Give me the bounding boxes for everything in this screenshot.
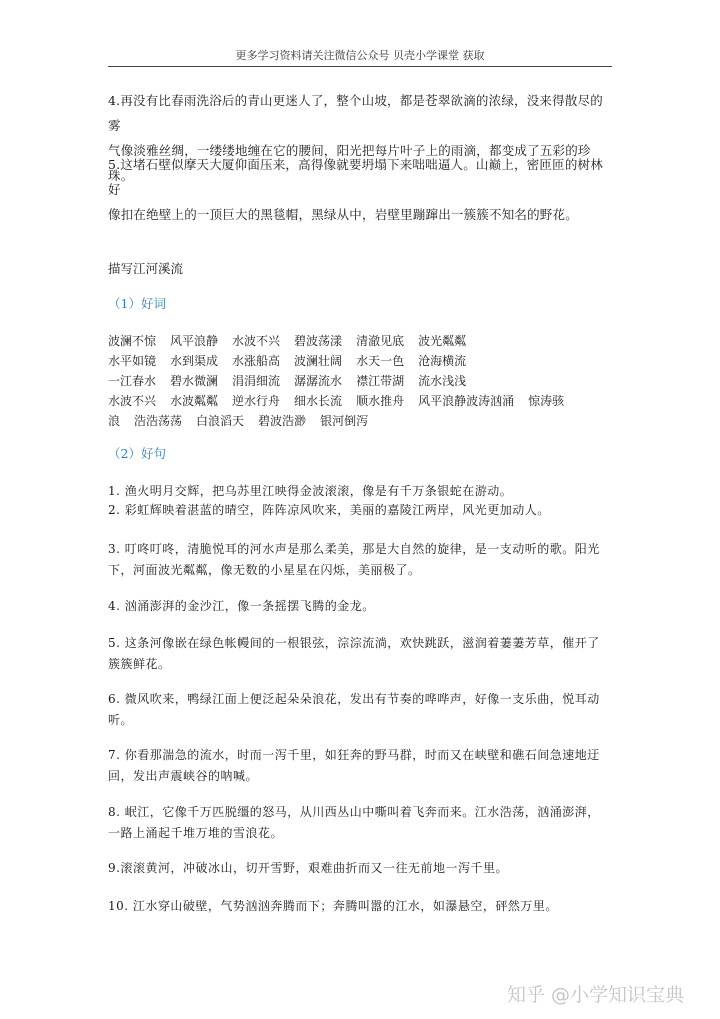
word: 一江春水 (108, 374, 157, 388)
word: 风平浪静波涛汹涌 (418, 394, 515, 408)
word: 波光粼粼 (418, 334, 467, 348)
sentence-item (108, 858, 616, 879)
word: 潺潺流水 (294, 374, 343, 388)
word: 碧波浩渺 (258, 414, 307, 428)
words-heading: （1）好词 (108, 296, 166, 311)
word: 流水浅浅 (418, 374, 467, 388)
word-row (108, 351, 618, 371)
sentence-line: 听。 (108, 713, 134, 727)
word: 水到渠成 (170, 354, 219, 368)
word-row (108, 411, 618, 431)
word: 碧水微澜 (170, 374, 219, 388)
sentence-line: 9.滚滚黄河，冲破冰山，切开雪野，艰难曲折而又一往无前地一泻千里。 (108, 861, 508, 875)
word: 水波不兴 (232, 334, 281, 348)
sentence-line: 回，发出声震峡谷的呐喊。 (108, 769, 259, 783)
word: 波澜不惊 (108, 334, 157, 348)
sentence-item (108, 596, 616, 617)
sentence-line: 10. 江水穿山破壁，气势汹汹奔腾而下；奔腾叫嚣的江水，如瀑悬空，砰然万里。 (108, 899, 558, 913)
word: 沧海横流 (418, 354, 467, 368)
sentence-line: 1. 渔火明月交辉，把乌苏里江映得金波滚滚，像是有千万条银蛇在游动。 (108, 484, 513, 498)
word: 惊涛骇 (528, 394, 565, 408)
word: 涓涓细流 (232, 374, 281, 388)
sentence-line: 8. 岷江，它像千万匹脱缰的怒马，从川西丛山中嘶叫着飞奔而来。江水浩荡，汹涌澎湃， (108, 805, 600, 819)
sentence-item (108, 481, 616, 502)
word: 浪 (108, 414, 121, 428)
sentence-item (108, 689, 616, 731)
word: 顺水推舟 (356, 394, 405, 408)
sentence-line: 一路上涌起千堆万堆的雪浪花。 (108, 826, 284, 840)
paragraph-line: 4.再没有比春雨洗浴后的青山更迷人了，整个山坡，都是苍翠欲滴的浓绿，没来得散尽的雾 (108, 93, 603, 133)
paragraph-5 (108, 152, 614, 227)
paragraph-line: 气像淡雅丝绸，一缕缕地缠在它的腰间，阳光把每片叶子上的雨滴，都变成了五彩的珍珠。 (108, 143, 591, 183)
word: 细水长流 (294, 394, 343, 408)
sentence-item (108, 802, 616, 844)
zhihu-watermark: 知乎 @小学知识宝典 (507, 984, 685, 1006)
paragraph-line: 5.这堵石壁似摩天大厦仰面压来，高得像就要坍塌下来咄咄逼人。山巅上，密匝匝的树林好 (108, 157, 603, 197)
word: 碧波荡漾 (294, 334, 343, 348)
word: 清澈见底 (356, 334, 405, 348)
section-title: 描写江河溪流 (108, 261, 184, 276)
word: 白浪滔天 (196, 414, 245, 428)
sentence-line: 4. 汹涌澎湃的金沙江，像一条摇摆飞腾的金龙。 (108, 599, 375, 613)
word: 银河倒泻 (320, 414, 369, 428)
word: 波澜壮阔 (294, 354, 343, 368)
header-text: 更多学习资料请关注微信公众号 贝壳小学课堂 获取 (235, 49, 485, 62)
sentence-line: 下，河面波光粼粼，像无数的小星星在闪烁，美丽极了。 (108, 563, 421, 577)
word: 襟江带湖 (356, 374, 405, 388)
word: 风平浪静 (170, 334, 219, 348)
sentence-line: 7. 你看那湍急的流水，时而一泻千里，如狂奔的野马群，时而又在峡壁和礁石间急速地迂 (108, 748, 600, 762)
sentence-line: 5. 这条河像嵌在绿色帐幔间的一根银弦，淙淙流淌，欢快跳跃，滋润着萋萋芳草，催开了 (108, 636, 600, 650)
word: 水波粼粼 (170, 394, 219, 408)
sentence-item (108, 539, 616, 581)
word-row (108, 331, 618, 351)
sentence-item (108, 633, 616, 675)
word-row (108, 391, 618, 411)
sentence-line: 簇簇鲜花。 (108, 657, 171, 671)
sentence-line: 6. 微风吹来，鸭绿江面上便泛起朵朵浪花，发出有节奏的哗哗声，好像一支乐曲，悦耳动 (108, 692, 600, 706)
sentence-item (108, 500, 616, 521)
good-words-list (108, 331, 618, 431)
sentences-heading: （2）好句 (108, 446, 166, 461)
word: 浩浩荡荡 (134, 414, 183, 428)
word: 逆水行舟 (232, 394, 281, 408)
word: 水波不兴 (108, 394, 157, 408)
word: 水涨船高 (232, 354, 281, 368)
word: 水天一色 (356, 354, 405, 368)
header-rule (108, 66, 612, 67)
sentence-item (108, 896, 616, 917)
sentence-item (108, 745, 616, 787)
paragraph-line: 像扣在绝壁上的一顶巨大的黑毯帽，黑绿从中，岩壁里蹦蹿出一簇簇不知名的野花。 (108, 207, 578, 222)
word: 水平如镜 (108, 354, 157, 368)
sentence-line: 2. 彩虹辉映着湛蓝的晴空，阵阵凉风吹来，美丽的嘉陵江两岸，风光更加动人。 (108, 503, 550, 517)
word-row (108, 371, 618, 391)
sentence-line: 3. 叮咚叮咚，清脆悦耳的河水声是那么柔美，那是大自然的旋律，是一支动听的歌。阳光 (108, 542, 600, 556)
